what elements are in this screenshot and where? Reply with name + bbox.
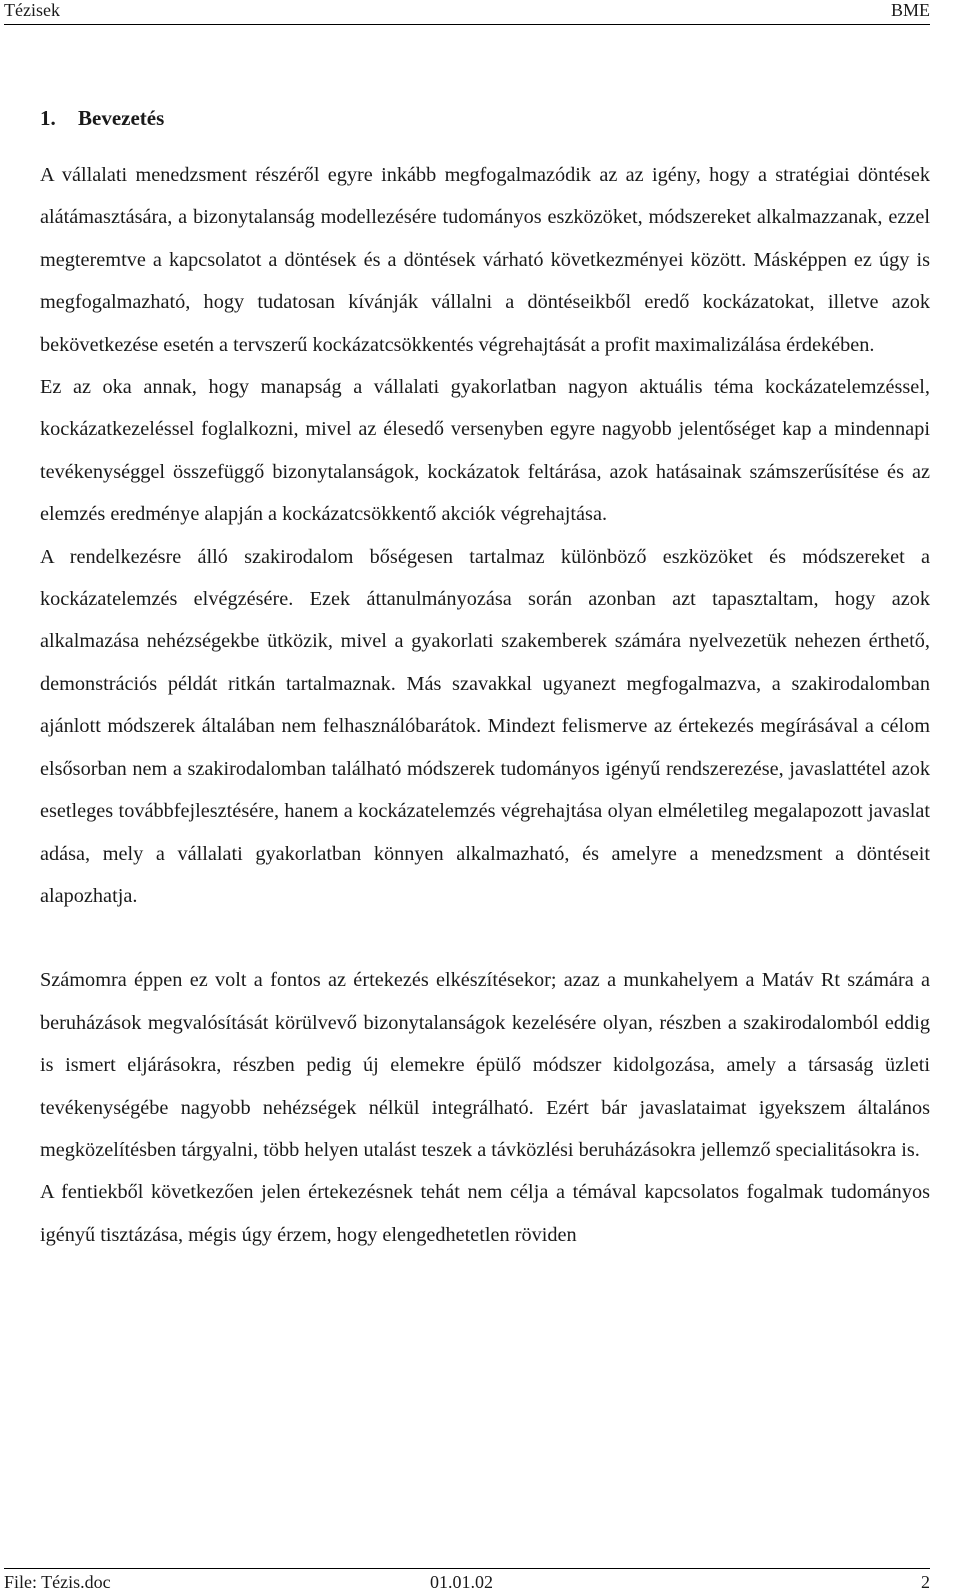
body-text [40,154,930,1256]
paragraph: A rendelkezésre álló szakirodalom bőségesen tartalmaz különböző eszközöket és módszereket a kockázatelemzés elvégzésére. Ezek áttanulmányozása során azonban azt tapasztaltam, hogy azok alkalmazása nehézségekbe ütközik, mivel a gyakorlati szakemberek számára nyelvezetük nehezen érthető, demonstrációs példát ritkán tartalmaznak. Más szavakkal ugyanezt megfogalmazva, a szakirodalomban ajánlott módszerek általában nem felhasználóbarátok. Mindezt felismerve az értekezés megírásával a célom elsősorban nem a szakirodalomban található módszerek tudományos igényű rendszerezése, javaslattétel azok esetleges továbbfejlesztésére, hanem a kockázatelemzés végrehajtása olyan elméletileg megalapozott javaslat adása, mely a vállalati gyakorlatban könnyen alkalmazható, és amelyre a menedzsment a döntéseit alapozhatja. [40,545,930,907]
running-footer [4,1568,930,1594]
footer-page-number: 2 [921,1572,930,1592]
paragraph: A vállalati menedzsment részéről egyre inkább megfogalmazódik az az igény, hogy a stratégiai döntések alátámasztására, a bizonytalanság modellezésére tudományos eszközöket, módszereket alkalmazzanak, ezzel megteremtve a kapcsolatot a döntések és a döntések várható következményei között. Másképpen ez úgy is megfogalmazható, hogy tudatosan kívánják vállalni a döntéseikből eredő kockázatokat, illetve azok bekövetkezése esetén a tervszerű kockázatcsökkentés végrehajtását a profit maximalizálása érdekében. [40,164,930,356]
paragraph: Számomra éppen ez volt a fontos az értekezés elkészítésekor; azaz a munkahelyem a Matáv Rt számára a beruházások megvalósítását körülvevő bizonytalanságok kezelésére olyan, részben a szakirodalomból eddig is ismert eljárásokra, részben pedig új elemekre épülő módszer kidolgozása, amely a társaság üzleti tevékenységébe nagyobb nehézségek nélkül integrálható. Ezért bár javaslataimat igyekszem általános megközelítésben tárgyalni, több helyen utalást teszek a távközlési beruházásokra jellemző specialitásokra is. [40,969,930,1161]
section-heading [40,104,164,132]
paragraph: A fentiekből következően jelen értekezésnek tehát nem célja a témával kapcsolatos fogalmak tudományos igényű tisztázása, mégis úgy érzem, hogy elengedhetetlen röviden [40,1181,930,1246]
section-number: 1. [40,106,56,130]
section-title: Bevezetés [78,106,165,130]
footer-date: 01.01.02 [430,1572,493,1592]
header-right-text: BME [890,0,930,20]
running-header [4,0,930,25]
paragraph: Ez az oka annak, hogy manapság a vállalati gyakorlatban nagyon aktuális téma kockázatelemzéssel, kockázatkezeléssel foglalkozni, mivel az élesedő versenyben egyre nagyobb jelentőséget kap a mindennapi tevékenységgel összefüggő bizonytalanságok, kockázatok feltárása, azok hatásainak számszerűsítése és az elemzés eredménye alapján a kockázatcsökkentő akciók végrehajtása. [40,376,930,526]
header-left-text: Tézisek [4,0,60,20]
footer-file-name: File: Tézis.doc [4,1572,111,1592]
